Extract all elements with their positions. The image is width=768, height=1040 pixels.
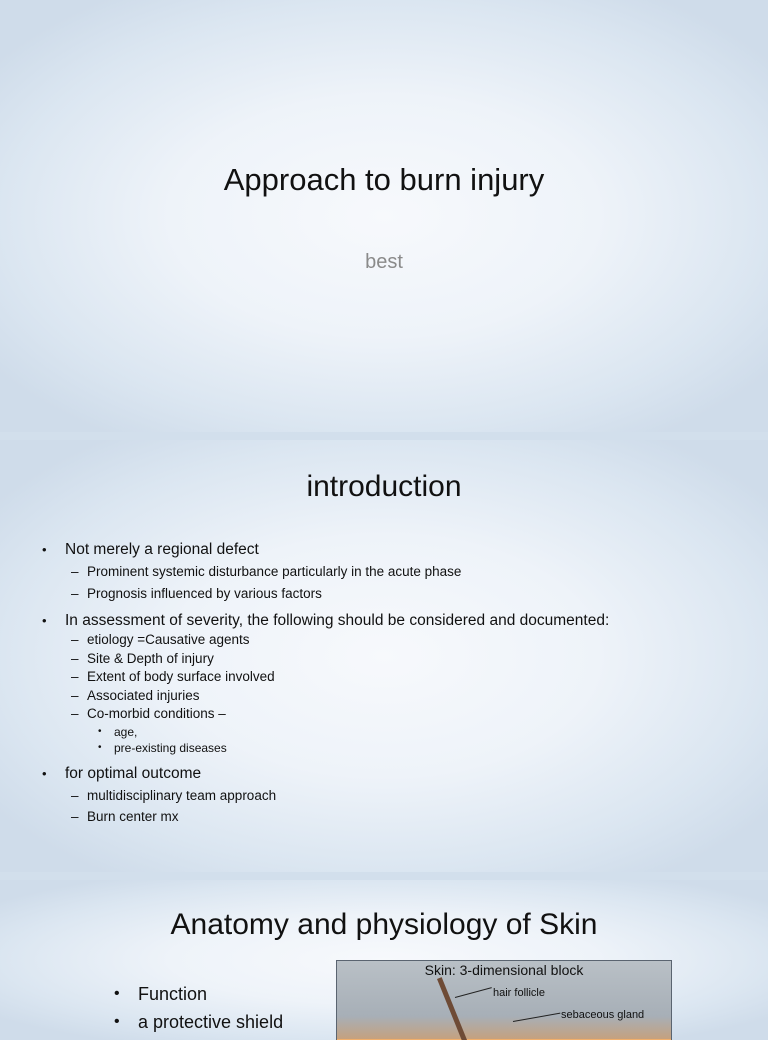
list-item [40, 540, 740, 560]
bullet-list [112, 980, 283, 1036]
sub-list-item-text: Associated injuries [87, 687, 200, 703]
dash-marker: – [71, 564, 79, 579]
list-item-text: a protective shield [138, 1012, 284, 1032]
list-item-text: In assessment of severity, the following should be considered and documented: [65, 612, 610, 629]
sub-sub-list-item [40, 740, 740, 756]
dash-marker: – [71, 809, 79, 824]
figure-label-sebaceous-gland: sebaceous gland [561, 1009, 645, 1021]
introduction-slide [0, 440, 768, 872]
sub-list-item [40, 787, 740, 806]
sub-list-item [40, 808, 740, 827]
bullet-marker: • [98, 725, 102, 737]
presentation-subtitle: best [365, 251, 403, 273]
sub-list-item [40, 668, 740, 687]
sub-list-item-text: Site & Depth of injury [87, 650, 214, 666]
sub-list-item [40, 563, 740, 582]
anatomy-slide [0, 880, 768, 1040]
skin-diagram [336, 960, 672, 1040]
dash-marker: – [71, 669, 79, 684]
dash-marker: – [71, 585, 79, 601]
sub-list-item-text: Extent of body surface involved [87, 669, 275, 684]
figure-title: Skin: 3-dimensional block [424, 962, 584, 978]
dash-marker: – [71, 687, 79, 703]
bullet-marker: • [114, 985, 120, 1002]
dash-marker: – [71, 632, 79, 647]
sub-list-item-text: Prognosis influenced by various factors [87, 585, 322, 601]
sub-list-item-text: multidisciplinary team approach [87, 787, 277, 803]
list-item [112, 980, 283, 1008]
bullet-marker: • [42, 765, 47, 781]
sub-list-item [40, 650, 740, 669]
dash-marker: – [71, 650, 79, 666]
dash-marker: – [71, 706, 79, 721]
sub-list-item [40, 631, 740, 650]
bullet-marker: • [42, 542, 47, 557]
title-slide [0, 0, 768, 432]
presentation-title: Approach to burn injury [223, 162, 545, 197]
sub-list-item [40, 705, 740, 724]
hair-shaft [437, 977, 483, 1040]
list-item [112, 1008, 283, 1036]
sub-sub-list-item-text: age, [114, 724, 138, 739]
list-item-text: Function [138, 984, 208, 1004]
sub-list-item-text: Prominent systemic disturbance particularly in the acute phase [87, 564, 462, 579]
sub-sub-list-item [40, 724, 740, 740]
sub-list-item [40, 585, 740, 604]
sub-list-item [40, 687, 740, 706]
label-leader-line [455, 987, 492, 998]
bullet-marker: • [98, 741, 102, 753]
slide-heading: Anatomy and physiology of Skin [170, 908, 598, 941]
label-leader-line [513, 1013, 560, 1022]
bullet-marker: • [42, 613, 47, 628]
sub-list-item-text: etiology =Causative agents [87, 632, 250, 647]
bullet-marker: • [114, 1013, 120, 1030]
figure-label-hair-follicle: hair follicle [493, 987, 545, 999]
list-item-text: for optimal outcome [65, 764, 202, 782]
list-item-text: Not merely a regional defect [65, 541, 259, 558]
list-item [40, 764, 740, 784]
sub-list-item-text: Burn center mx [87, 809, 179, 824]
sub-list-item-text: Co-morbid conditions – [87, 706, 226, 721]
dash-marker: – [71, 787, 79, 803]
sub-sub-list-item-text: pre-existing diseases [114, 740, 227, 755]
list-item [40, 611, 740, 631]
slide-heading: introduction [306, 470, 462, 503]
bullet-list [40, 536, 740, 827]
